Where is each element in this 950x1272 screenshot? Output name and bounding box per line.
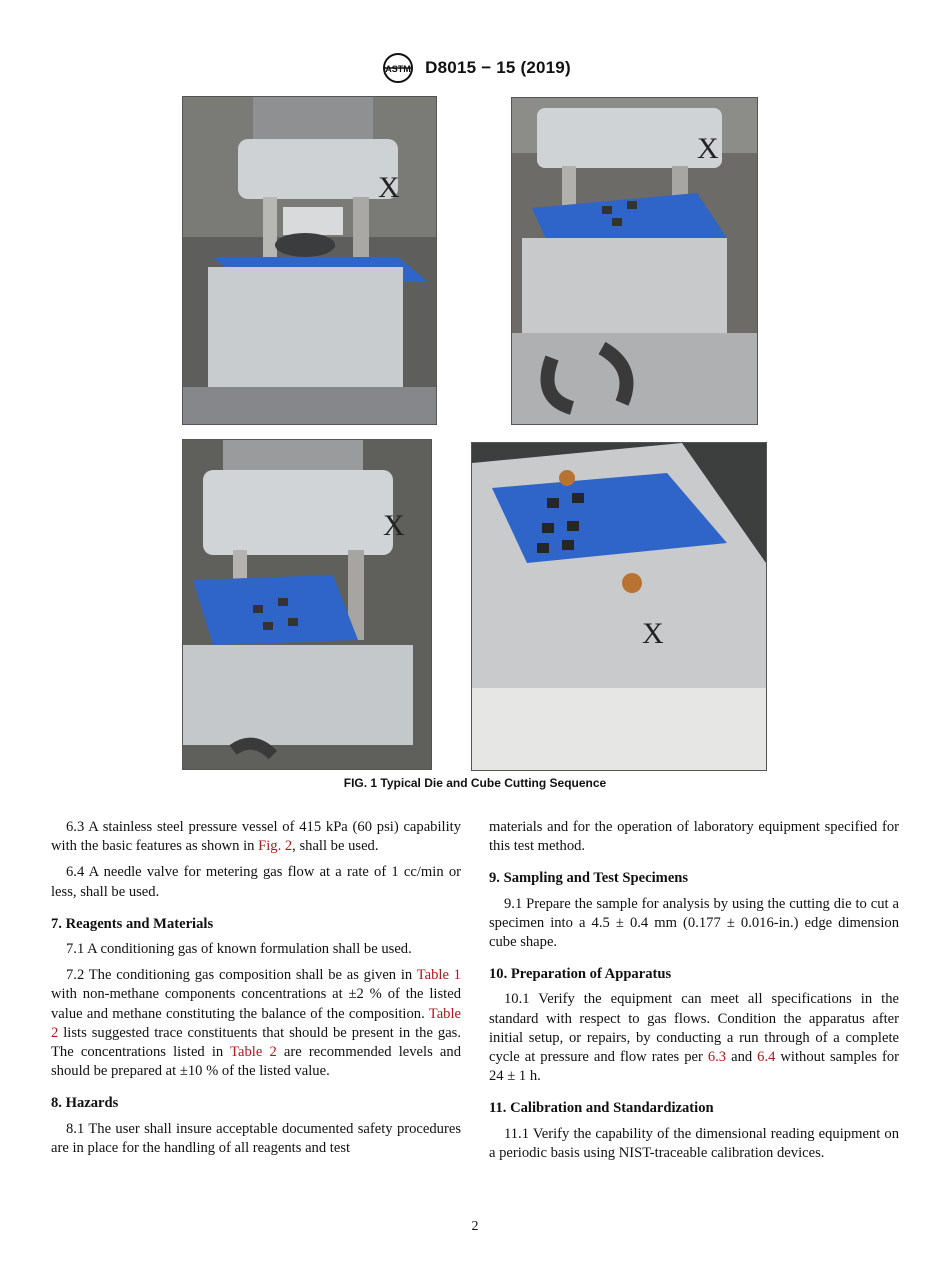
table-2-link[interactable]: Table 2 (51, 1005, 461, 1041)
paragraph-11-1: 11.1 Verify the capability of the dimensional reading equipment on a periodic basis using NIST-traceable calibration devices. (489, 1125, 899, 1161)
section-6-3-link[interactable]: 6.3 (707, 1049, 727, 1066)
table-1-link[interactable]: Table 1 (416, 967, 461, 984)
right-column (489, 818, 899, 1170)
svg-text:ASTM: ASTM (385, 64, 411, 74)
paragraph-6-3: 6.3 A stainless steel pressure vessel of 415 kPa (60 psi) capability with the basic features as shown in Fig. 2, shall be used. (51, 819, 461, 855)
die-press-cut-photo (512, 98, 757, 424)
section-7-heading: 7. Reagents and Materials (51, 915, 214, 932)
section-8-heading: 8. Hazards (51, 1095, 119, 1112)
paragraph-9-1: 9.1 Prepare the sample for analysis by using the cutting die to cut a specimen into a 4.5 ± 0.4 mm (0.177 ± 0.016-in.) edge dimension cube shape. (489, 895, 899, 951)
figure-caption: FIG. 1 Typical Die and Cube Cutting Sequence (343, 776, 607, 790)
svg-text:X: X (697, 132, 719, 165)
left-column (51, 818, 461, 1165)
paragraph-8-1-continued: materials and for the operation of laboratory equipment specified for this test method. (489, 819, 899, 855)
section-9-heading: 9. Sampling and Test Specimens (489, 870, 689, 887)
astm-logo (379, 52, 417, 84)
table-2-link-2[interactable]: Table 2 (230, 1044, 277, 1061)
document-id: D8015 − 15 (2019) (425, 58, 571, 77)
svg-text:X: X (642, 617, 664, 650)
section-6-4-link[interactable]: 6.4 (757, 1049, 776, 1066)
fig-2-link[interactable]: Fig. 2 (258, 838, 293, 855)
die-press-cubes-photo (183, 440, 431, 769)
page-number: 2 (471, 1219, 479, 1234)
paragraph-7-1: 7.1 A conditioning gas of known formulation shall be used. (66, 941, 412, 958)
section-11-heading: 11. Calibration and Standardization (489, 1100, 714, 1117)
paragraph-10-1: 10.1 Verify the equipment can meet all specifications in the standard with respect to gas flows. Condition the apparatus after initial setup, or repairs, by conducting a run through of a complete cycle at pressure and flow rates per 6.3 and 6.4 without samples for 24 ± 1 h. (489, 991, 899, 1085)
die-cubes-closeup-photo (472, 443, 766, 770)
die-press-open-photo (183, 97, 436, 424)
page-header (0, 52, 950, 84)
paragraph-6-4: 6.4 A needle valve for metering gas flow at a rate of 1 cc/min or less, shall be used. (51, 864, 461, 900)
paragraph-8-1: 8.1 The user shall insure acceptable documented safety procedures are in place for the handling of all reagents and test (51, 1120, 461, 1156)
svg-text:X: X (383, 509, 405, 542)
svg-text:X: X (378, 171, 400, 204)
section-10-heading: 10. Preparation of Apparatus (489, 966, 672, 983)
paragraph-7-2: 7.2 The conditioning gas composition shall be as given in Table 1 with non-methane components concentrations at ±2 % of the listed value and methane constituting the balance of the composition. Table 2 lists suggested trace constituents that should be present in the gas. The concentrations listed in Table 2 are recommended levels and should be prepared at ±10 % of the listed value. (51, 967, 461, 1080)
